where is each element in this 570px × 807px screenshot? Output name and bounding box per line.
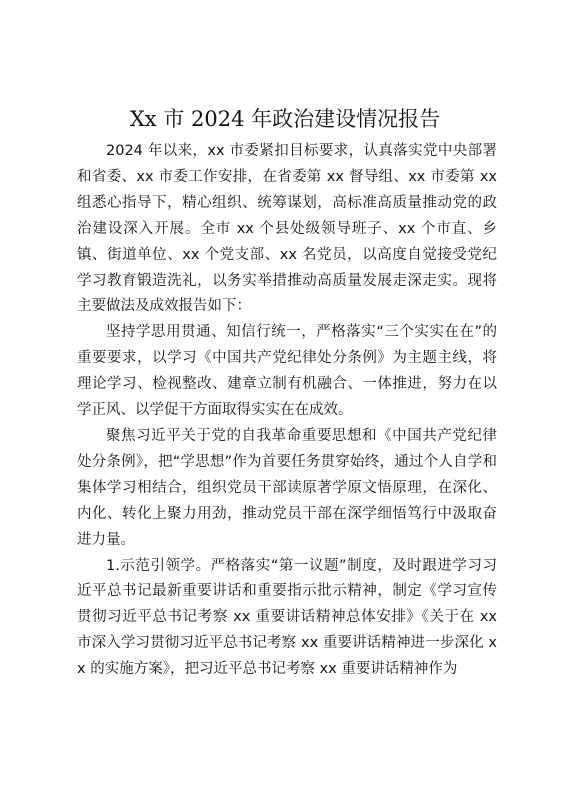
document-body	[77, 139, 497, 683]
paragraph-principle: 坚持学思用贯通、知信行统一，严格落实“三个实实在在”的重要要求，以学习《中国共产党纪律处分条例》为主题主线，将理论学习、检视整改、建章立制有机融合、一体推进，努力在以学正风、以学促干方面取得实实在在成效。	[77, 324, 497, 419]
paragraph-focus: 聚焦习近平关于党的自我革命重要思想和《中国共产党纪律处分条例》，把“学思想”作为首要任务贯穿始终，通过个人自学和集体学习相结合，组织党员干部读原著学原文悟原理，在深化、内化、转化上聚力用劲，推动党员干部在深学细悟笃行中汲取奋进力量。	[77, 427, 497, 548]
paragraph-intro: 2024 年以来，xx 市委紧扣目标要求，认真落实党中央部署和省委、xx 市委工作安排，在省委第 xx 督导组、xx 市委第 xx 组悉心指导下，精心组织、统筹谋划，高标准高质量推动党的政治建设深入开展。全市 xx 个县处级领导班子、xx 个市直、乡镇、街道单位、xx 个党支部、xx 名党员，以高度自觉接受党纪学习教育锻造洗礼，以务实举措推动高质量发展走深走实。现将主要做法及成效报告如下：	[77, 143, 497, 315]
document-title: Xx 市 2024 年政治建设情况报告	[129, 107, 441, 131]
paragraph-item-1: 1.示范引领学。严格落实“第一议题”制度，及时跟进学习习近平总书记最新重要讲话和重要指示批示精神，制定《学习宣传贯彻习近平总书记考察 xx 重要讲话精神总体安排》《关于在 xx 市深入学习贯彻习近平总书记考察 xx 重要讲话精神进一步深化 xx 的实施方案》，把习近平总书记考察 xx 重要讲话精神作为	[77, 557, 497, 678]
